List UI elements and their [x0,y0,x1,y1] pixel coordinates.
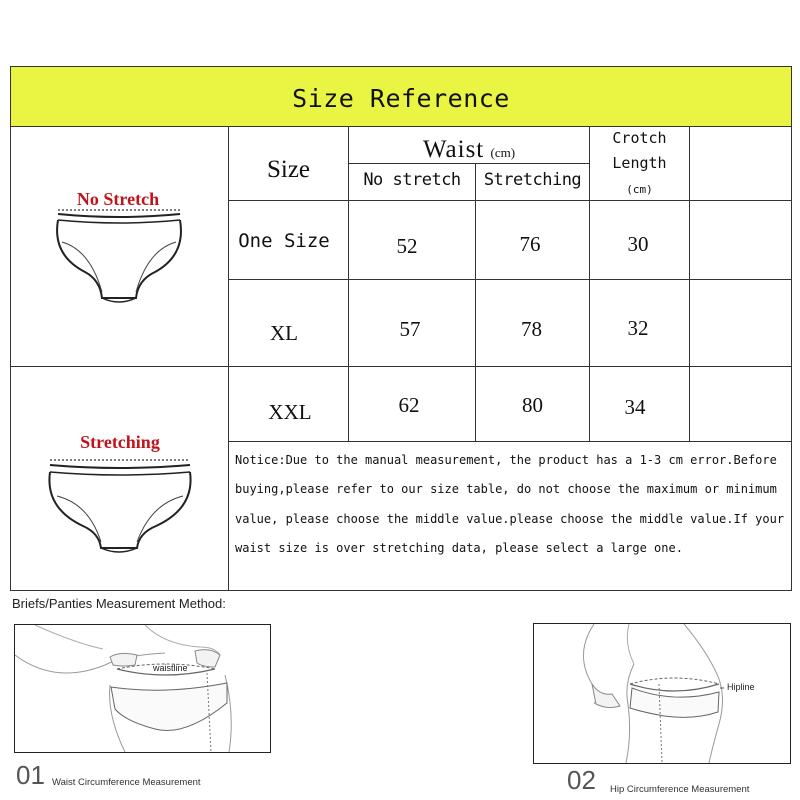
header-waist [349,136,589,164]
row-stretching: 80 [522,393,543,417]
header-crotch-unit: (cm) [626,183,653,196]
grid-line [689,127,690,441]
header-crotch-line1: Crotch [612,129,667,147]
no-stretch-label: No Stretch [76,189,160,209]
grid-line [228,127,229,591]
grid-line [228,279,791,280]
hip-measurement-photo [533,623,791,764]
header-stretching: Stretching [483,170,582,190]
table-title: Size Reference [292,84,510,113]
header-waist-label: Waist [422,136,485,163]
hipline-tag: Hipline [727,682,755,692]
method-caption: Briefs/Panties Measurement Method: [12,596,226,611]
row-size: XXL [268,400,312,424]
step-label: Hip Circumference Measurement [610,784,750,795]
grid-line [11,366,791,367]
step-number: 02 [567,765,596,795]
waist-figure-illustration [15,625,270,752]
header-waist-unit: (cm) [490,145,516,160]
waist-measurement-photo [14,624,271,753]
row-crotch: 30 [627,232,649,256]
hip-figure-illustration [534,624,790,763]
row-size: One Size [238,230,330,252]
grid-line [228,441,791,442]
row-no-stretch: 62 [398,393,420,417]
header-no-stretch: No stretch [363,170,461,190]
stretching-briefs-illustration [35,420,205,560]
grid-line [589,127,590,441]
waistline-tag: waistline [153,663,188,673]
step-label: Waist Circumference Measurement [52,777,201,788]
stretching-label: Stretching [80,432,160,452]
header-size: Size [266,156,311,183]
step-number: 01 [16,760,45,790]
notice-text: Notice:Due to the manual measurement, the product has a 1-3 cm error.Before buying,please refer to our size table, do not choose the maximum or minimum value, please choose the middle value.please choose the middle value.If your waist size is over stretching data, please select a large one. [235,453,785,555]
row-crotch: 32 [627,316,649,340]
no-stretch-briefs-illustration [40,180,200,310]
row-no-stretch: 52 [396,234,418,258]
row-size: XL [270,321,298,345]
row-stretching: 78 [521,317,542,341]
row-no-stretch: 57 [399,317,421,341]
header-crotch-line2: Length [612,154,667,172]
row-crotch: 34 [624,395,646,419]
grid-line [228,200,791,201]
row-stretching: 76 [519,232,541,256]
